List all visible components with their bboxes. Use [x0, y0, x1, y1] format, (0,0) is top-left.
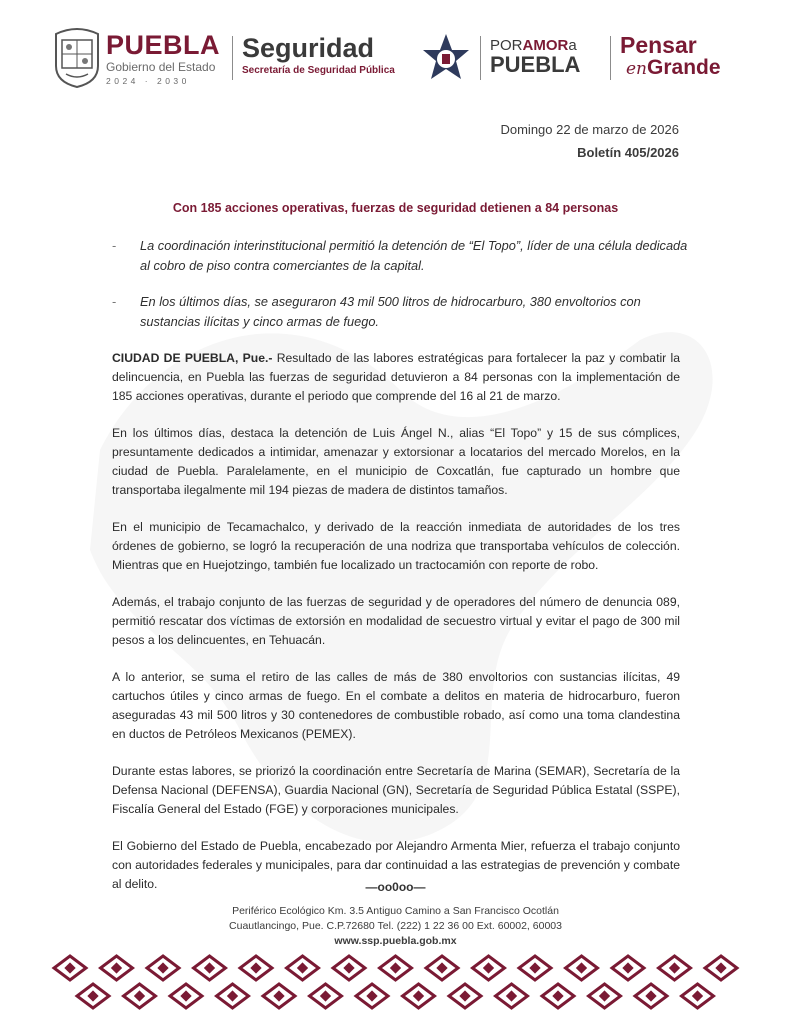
por-amor-a-puebla-logo	[490, 38, 600, 76]
end-mark: —oo0oo—	[365, 880, 426, 894]
pattern-center	[204, 962, 215, 973]
pensar-en-grande-logo	[620, 34, 746, 80]
police-star-icon	[419, 32, 473, 86]
pattern-center	[436, 962, 447, 973]
paragraph: El Gobierno del Estado de Puebla, encabezado por Alejandro Armenta Mier, refuerza el trabajo conjunto con autoridades federales y municipales, para dar continuidad a las estrategias de prevención y combate al delito.	[112, 839, 680, 891]
pattern-center	[134, 990, 145, 1001]
pattern-center	[459, 990, 470, 1001]
poramor-amor: AMOR	[522, 37, 569, 54]
bulletin-number: Boletín 405/2026	[577, 145, 679, 160]
pattern-center	[390, 962, 401, 973]
pattern-center	[483, 962, 494, 973]
bullet-dash: -	[112, 238, 117, 253]
pattern-center	[64, 962, 75, 973]
state-seal-icon	[52, 26, 102, 88]
summary-bullet	[112, 236, 692, 276]
pattern-center	[157, 962, 168, 973]
pattern-center	[529, 962, 540, 973]
press-date: Domingo 22 de marzo de 2026	[500, 122, 679, 137]
brand-years: 2024 · 2030	[106, 76, 190, 86]
pattern-center	[250, 962, 261, 973]
pattern-center	[599, 990, 610, 1001]
seguridad-subtitle: Secretaría de Seguridad Pública	[242, 65, 395, 76]
pattern-center	[622, 962, 633, 973]
pattern-center	[366, 990, 377, 1001]
article-body	[112, 349, 680, 912]
poramor-puebla: PUEBLA	[490, 52, 581, 77]
pattern-center	[645, 990, 656, 1001]
footer-contact: Cuautlancingo, Pue. C.P.72680 Tel. (222) 1 22 36 00 Ext. 60002, 60003	[229, 920, 562, 932]
paragraph	[112, 349, 680, 406]
paragraph: A lo anterior, se suma el retiro de las calles de más de 380 envoltorios con sustancias ilícitas, 49 cartuchos útiles y cinco armas de fuego. En el combate a delitos en materia de hidrocarburo, fueron aseguradas 43 mil 500 litros y 30 contenedores de combustible robado, así como una toma clandestina en ductos de Petróleos Mexicanos (PEMEX).	[112, 670, 680, 741]
brand-subtitle: Gobierno del Estado	[106, 60, 216, 74]
header-divider	[610, 36, 611, 80]
pensar-en: en	[626, 59, 648, 79]
header-divider	[480, 36, 481, 80]
pattern-center	[343, 962, 354, 973]
pattern-center	[273, 990, 284, 1001]
bullet-dash: -	[112, 294, 117, 309]
pattern-center	[576, 962, 587, 973]
pattern-center	[320, 990, 331, 1001]
pattern-center	[552, 990, 563, 1001]
pattern-center	[715, 962, 726, 973]
brand-name: PUEBLA	[106, 30, 221, 60]
paragraph: En el municipio de Tecamachalco, y derivado de la reacción inmediata de autoridades de los tres órdenes de gobierno, se logró la recuperación de una nodriza que transportaba vehículos de colección. Mientras que en Huejotzingo, también fue localizado un tractocamión con reporte de robo.	[112, 520, 680, 572]
pattern-center	[111, 962, 122, 973]
paragraph-text: Resultado de las labores estratégicas para fortalecer la paz y combatir la delincuencia, en Puebla las fuerzas de seguridad detuvieron a 84 personas con la implementación de 185 acciones operativas, durante el periodo que comprende del 16 al 21 de marzo.	[112, 351, 680, 403]
pensar-word: Pensar	[620, 32, 697, 58]
seguridad-title: Seguridad	[242, 33, 375, 63]
bullet-text: La coordinación interinstitucional permitió la detención de “El Topo”, líder de una célula dedicada al cobro de piso contra comerciantes de la capital.	[140, 238, 688, 273]
pattern-center	[297, 962, 308, 973]
decorative-pattern	[46, 952, 746, 1012]
pattern-center	[692, 990, 703, 1001]
headline: Con 185 acciones operativas, fuerzas de seguridad detienen a 84 personas	[172, 201, 619, 215]
header	[52, 26, 742, 90]
pattern-center	[669, 962, 680, 973]
seguridad-logo	[242, 34, 418, 76]
pensar-grande: Grande	[647, 56, 721, 79]
poramor-a: a	[568, 37, 577, 54]
summary-bullets	[112, 236, 692, 348]
poramor-por: POR	[490, 37, 523, 54]
footer	[0, 904, 791, 949]
header-divider	[232, 36, 233, 80]
paragraph: En los últimos días, destaca la detención de Luis Ángel N., alias “El Topo” y 15 de sus cómplices, presuntamente dedicados a intimidar, amenazar y extorsionar a locatarios del mercado Morelos, en la ciudad de Puebla. Paralelamente, en el municipio de Coxcatlán, fue capturado un hombre que transportaba ilegalmente mil 194 piezas de madera de distintos tamaños.	[112, 426, 680, 497]
pattern-center	[227, 990, 238, 1001]
bullet-text: En los últimos días, se aseguraron 43 mil 500 litros de hidrocarburo, 380 envoltorios con sustancias ilícitas y cinco armas de fuego.	[140, 294, 641, 329]
dateline: CIUDAD DE PUEBLA, Pue.-	[112, 351, 273, 365]
pattern-center	[506, 990, 517, 1001]
footer-website[interactable]: www.ssp.puebla.gob.mx	[334, 935, 457, 947]
summary-bullet	[112, 292, 692, 332]
pattern-center	[87, 990, 98, 1001]
pattern-center	[180, 990, 191, 1001]
pattern-center	[413, 990, 424, 1001]
footer-address: Periférico Ecológico Km. 3.5 Antiguo Camino a San Francisco Ocotlán	[232, 905, 559, 917]
paragraph: Durante estas labores, se priorizó la coordinación entre Secretaría de Marina (SEMAR), Secretaría de la Defensa Nacional (DEFENSA), Guardia Nacional (GN), Secretaría de Seguridad Pública Estatal (SSPE), Fiscalía General del Estado (FGE) y corporaciones municipales.	[112, 764, 680, 816]
paragraph: Además, el trabajo conjunto de las fuerzas de seguridad y de operadores del número de denuncia 089, permitió rescatar dos víctimas de extorsión en modalidad de secuestro virtual y evitar el pago de 300 mil pesos a los delincuentes, en Tehuacán.	[112, 595, 680, 647]
